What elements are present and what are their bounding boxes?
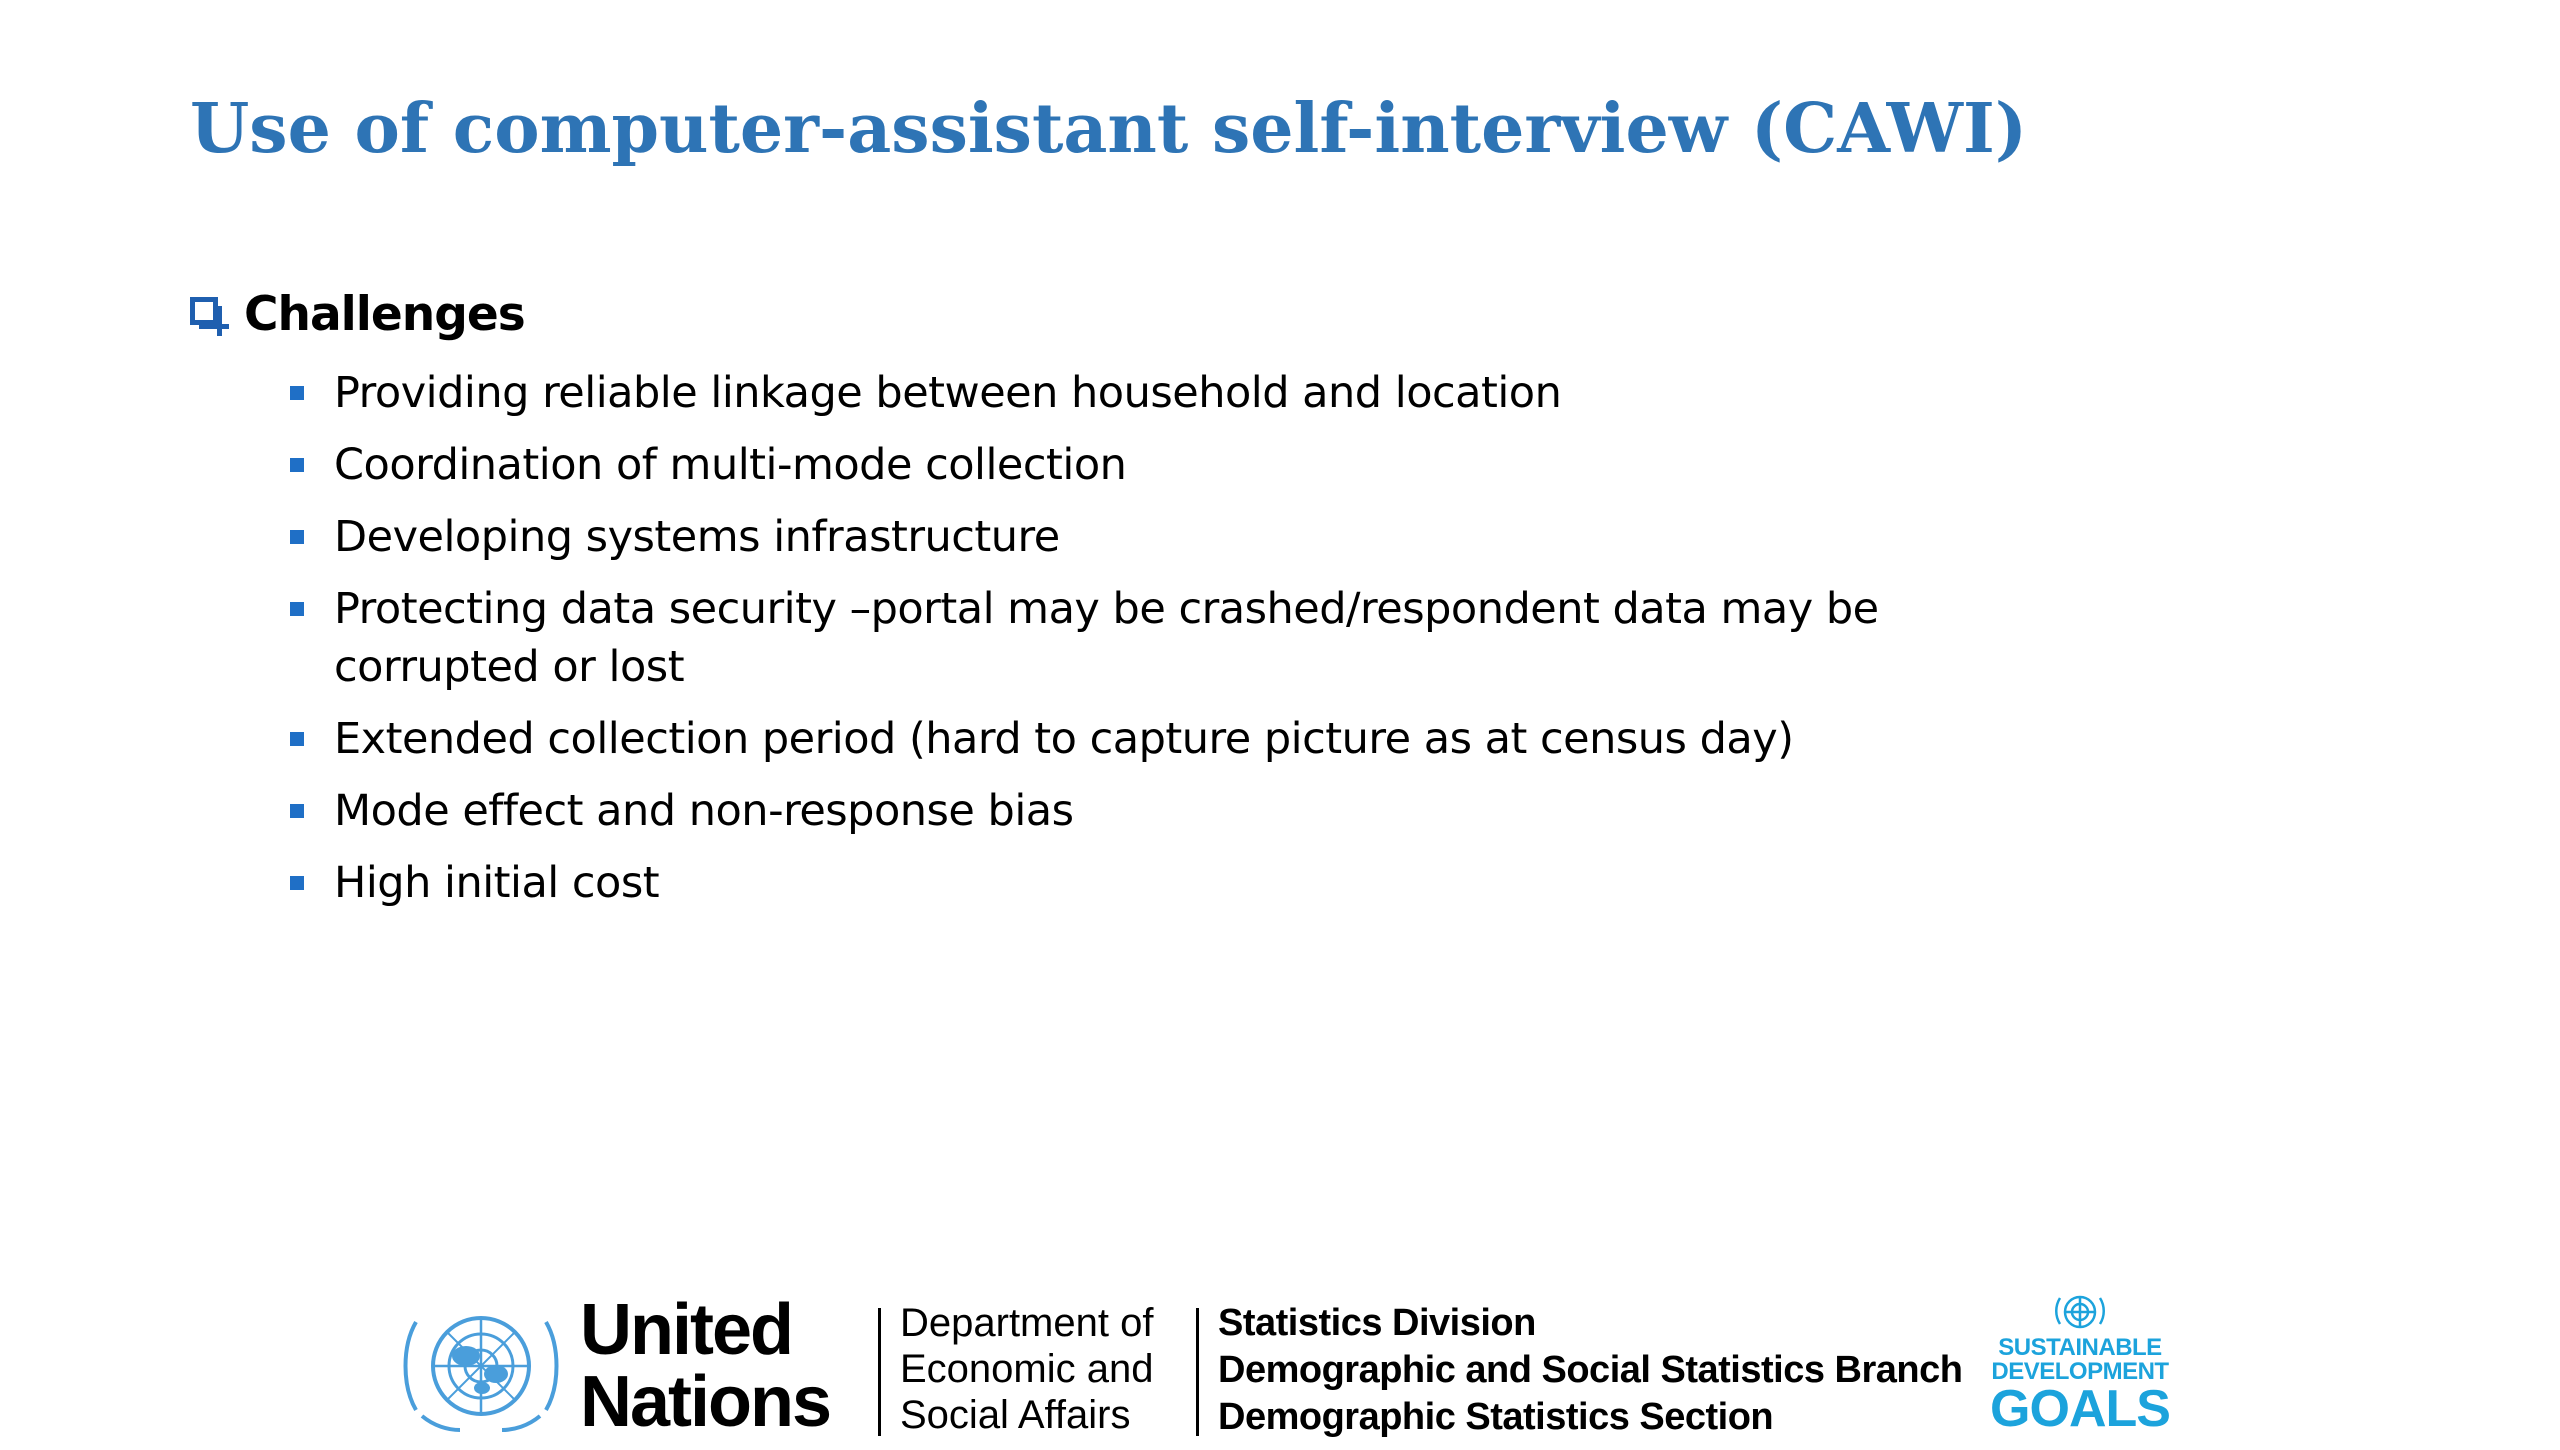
sdg-line1: SUSTAINABLE <box>1998 1334 2162 1361</box>
slide-title: Use of computer-assistant self-interview (CAWI) <box>190 89 2027 169</box>
sdg-goals: GOALS <box>1990 1380 2170 1438</box>
stats-line3: Demographic Statistics Section <box>1218 1396 1774 1438</box>
dept-line2: Economic and <box>900 1347 1154 1391</box>
dept-line3: Social Affairs <box>900 1393 1131 1437</box>
list-item <box>290 854 1950 912</box>
list-item <box>290 364 1950 422</box>
list-item-text: Extended collection period (hard to capture picture as at census day) <box>334 714 1794 764</box>
list-item <box>290 782 1950 840</box>
sdg-un-emblem-icon <box>2052 1290 2108 1336</box>
list-item <box>290 710 1950 768</box>
list-item <box>290 436 1950 494</box>
dept-block <box>900 1300 1153 1438</box>
sdg-logo <box>1990 1290 2170 1438</box>
sdg-line2: DEVELOPMENT <box>1991 1358 2169 1385</box>
list-item-text: High initial cost <box>334 858 660 908</box>
stats-division-block <box>1218 1300 1962 1441</box>
list-item-text: Coordination of multi-mode collection <box>334 440 1127 490</box>
list-item <box>290 508 1950 566</box>
section-heading <box>190 278 1950 350</box>
square-bullet-icon <box>290 732 304 746</box>
list-item-text: Providing reliable linkage between household and location <box>334 368 1562 418</box>
stats-line1: Statistics Division <box>1218 1302 1536 1344</box>
footer-divider-right <box>1196 1308 1199 1436</box>
list-item-text: Mode effect and non-response bias <box>334 786 1074 836</box>
checkbox-icon <box>190 297 218 325</box>
list-item-text: Developing systems infrastructure <box>334 512 1060 562</box>
dept-line1: Department of <box>900 1301 1154 1345</box>
un-line1: United <box>580 1290 792 1370</box>
un-emblem-icon <box>400 1298 562 1434</box>
square-bullet-icon <box>290 876 304 890</box>
stats-line2: Demographic and Social Statistics Branch <box>1218 1349 1963 1391</box>
square-bullet-icon <box>290 530 304 544</box>
un-line2: Nations <box>580 1362 831 1442</box>
list-item-text: Protecting data security –portal may be crashed/respondent data may be corrupted or lost <box>334 584 1879 692</box>
list-item <box>290 580 1950 696</box>
square-bullet-icon <box>290 804 304 818</box>
challenges-list <box>190 364 1950 912</box>
un-wordmark <box>580 1290 831 1442</box>
section-label: Challenges <box>244 286 525 342</box>
footer-divider-left <box>878 1308 881 1436</box>
challenges-section <box>190 278 1950 912</box>
square-bullet-icon <box>290 602 304 616</box>
footer-logos <box>400 1290 2170 1450</box>
square-bullet-icon <box>290 458 304 472</box>
square-bullet-icon <box>290 386 304 400</box>
